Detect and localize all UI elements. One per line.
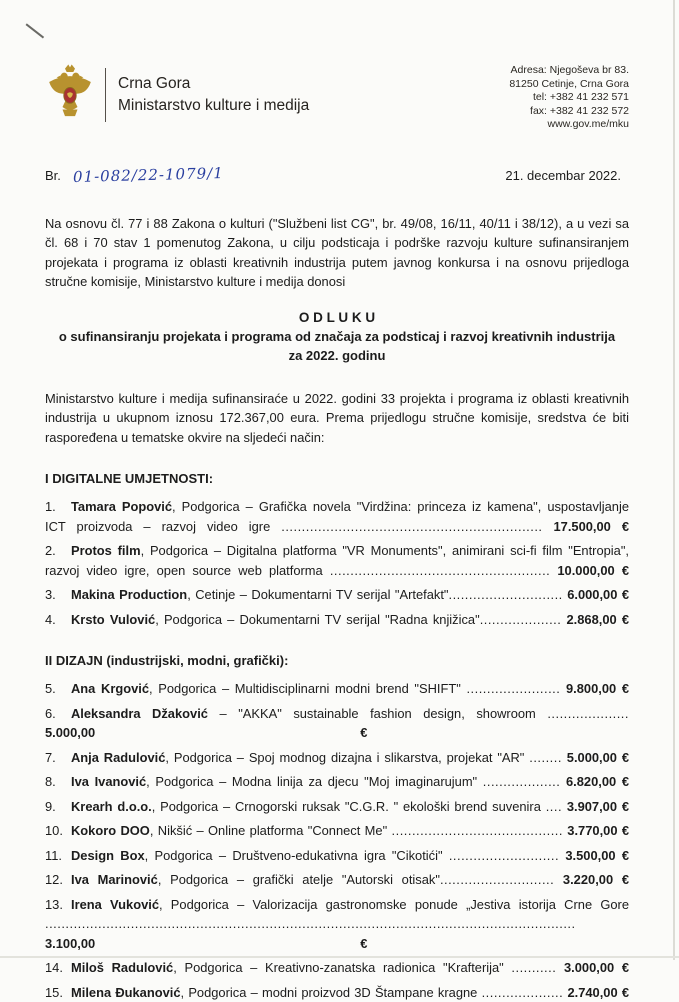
item-description: , Podgorica – grafički atelje "Autorski otisak" <box>158 872 440 887</box>
item-description: , Podgorica – Digitalna platforma "VR Monuments", animirani sci-fi film "Entropia", razvoj video igre, open source web platforma <box>45 543 629 578</box>
handwritten-number: 01-082/22-1079/1 <box>72 164 223 186</box>
number-label: Br. <box>45 168 61 183</box>
list-item <box>45 748 629 768</box>
leader-dots: ........ <box>529 750 562 765</box>
montenegro-coat-of-arms-icon <box>45 62 95 127</box>
org-names <box>118 73 309 117</box>
country-name: Crna Gora <box>118 73 309 95</box>
item-description: , Podgorica – Crnogorski ruksak "C.G.R. " ekološki brend suvenira <box>152 799 546 814</box>
leader-dots: .................... <box>482 985 564 1000</box>
item-description: , Podgorica – Spoj modnog dizajna i slikarstva, projekat "AR" <box>165 750 529 765</box>
scan-edge <box>0 956 679 958</box>
item-number: 12. <box>45 870 71 890</box>
item-amount: 2.868,00 € <box>561 612 629 627</box>
item-amount: 6.820,00 € <box>560 774 629 789</box>
scan-edge <box>673 0 675 960</box>
item-name: Makina Production <box>71 587 187 602</box>
item-number: 4. <box>45 610 71 630</box>
item-description: , Podgorica – Dokumentarni TV serijal "Radna knjižica" <box>155 612 479 627</box>
item-number: 15. <box>45 983 71 1002</box>
leader-dots: .......................................... <box>392 823 563 838</box>
address-line: 81250 Cetinje, Crna Gora <box>509 78 629 92</box>
list-item <box>45 585 629 605</box>
fax-line: fax: +382 41 232 572 <box>509 105 629 119</box>
list-item <box>45 895 629 954</box>
meta-row <box>45 166 629 184</box>
item-number: 5. <box>45 679 71 699</box>
scan-artifact <box>26 23 44 38</box>
decision-subtitle <box>45 327 629 365</box>
item-name: Krearh d.o.o. <box>71 799 152 814</box>
item-number: 9. <box>45 797 71 817</box>
website-text: www.gov.me/mku <box>509 118 629 132</box>
leader-dots: ............................ <box>440 872 554 887</box>
list-item <box>45 610 629 630</box>
item-amount: 3.500,00 € <box>559 848 629 863</box>
item-amount: 10.000,00 € <box>550 563 629 578</box>
item-amount: 3.220,00 € <box>554 872 629 887</box>
item-description: , Podgorica – modni proizvod 3D Štampane kragne <box>181 985 482 1000</box>
item-description: , Cetinje – Dokumentarni TV serijal "Artefakt" <box>187 587 448 602</box>
item-number: 14. <box>45 958 71 978</box>
item-name: Protos film <box>71 543 141 558</box>
item-number: 2. <box>45 541 71 561</box>
letterhead <box>45 62 629 132</box>
decision-title: O D L U K U <box>45 310 629 325</box>
item-name: Ana Krgović <box>71 681 149 696</box>
item-number: 11. <box>45 846 71 866</box>
address-block <box>509 62 629 132</box>
decision-subtitle-line: za 2022. godinu <box>289 348 386 363</box>
list-item <box>45 679 629 699</box>
list-item <box>45 983 629 1002</box>
item-amount: 3.770,00 € <box>563 823 629 838</box>
item-description: , Podgorica – Društveno-edukativna igra "Cikotići" <box>145 848 449 863</box>
item-name: Aleksandra Džaković <box>71 706 208 721</box>
leader-dots: .................................................................................................................................. <box>45 916 576 931</box>
leader-dots: .................... <box>547 706 629 721</box>
item-amount: 3.100,00 € <box>45 936 367 951</box>
item-amount: 5.000,00 € <box>562 750 629 765</box>
list-item <box>45 846 629 866</box>
leader-dots: .................... <box>480 612 562 627</box>
letterhead-left <box>45 62 309 127</box>
item-amount: 6.000,00 € <box>563 587 629 602</box>
item-name: Miloš Radulović <box>71 960 173 975</box>
list-item <box>45 704 629 743</box>
document-number <box>45 166 223 184</box>
item-description: , Podgorica – Kreativno-zanatska radionica "Krafterija" <box>173 960 511 975</box>
item-name: Iva Marinović <box>71 872 158 887</box>
item-amount: 5.000,00 € <box>45 725 367 740</box>
item-name: Design Box <box>71 848 145 863</box>
leader-dots: ................... <box>483 774 561 789</box>
item-amount: 17.500,00 € <box>542 519 629 534</box>
section-heading: II DIZAJN (industrijski, modni, grafički): <box>45 653 629 668</box>
list-item <box>45 772 629 792</box>
item-description: – "AKKA" sustainable fashion design, showroom <box>208 706 547 721</box>
phone-line: tel: +382 41 232 571 <box>509 91 629 105</box>
item-number: 1. <box>45 497 71 517</box>
section-heading: I DIGITALNE UMJETNOSTI: <box>45 471 629 486</box>
item-name: Kokoro DOO <box>71 823 150 838</box>
item-number: 3. <box>45 585 71 605</box>
list-item <box>45 797 629 817</box>
leader-dots: ....................... <box>466 681 560 696</box>
address-line: Adresa: Njegoševa br 83. <box>509 64 629 78</box>
item-number: 13. <box>45 895 71 915</box>
item-name: Krsto Vulović <box>71 612 155 627</box>
item-name: Irena Vuković <box>71 897 159 912</box>
item-name: Iva Ivanović <box>71 774 146 789</box>
leader-dots: ...................................................... <box>330 563 550 578</box>
item-number: 10. <box>45 821 71 841</box>
document-date: 21. decembar 2022. <box>505 168 621 183</box>
leader-dots: ........... <box>511 960 556 975</box>
item-number: 6. <box>45 704 71 724</box>
header-divider <box>105 68 106 122</box>
leader-dots: ........................... <box>449 848 559 863</box>
item-description: , Podgorica – Grafička novela "Virdžina: princeza iz kamena", uspostavljanje ICT proizvoda – razvoj video igre <box>45 499 629 534</box>
list-item <box>45 958 629 978</box>
item-description: , Podgorica – Multidisciplinarni modni brend "SHIFT" <box>149 681 466 696</box>
item-name: Tamara Popović <box>71 499 172 514</box>
item-amount: 2.740,00 € <box>563 985 629 1000</box>
list-item <box>45 497 629 536</box>
item-name: Anja Radulović <box>71 750 165 765</box>
item-number: 7. <box>45 748 71 768</box>
leader-dots: ................................................................ <box>281 519 542 534</box>
list-item <box>45 541 629 580</box>
document-body <box>45 214 629 1002</box>
list-item <box>45 870 629 890</box>
item-description: , Nikšić – Online platforma "Connect Me" <box>150 823 392 838</box>
list-item <box>45 821 629 841</box>
leader-dots: ............................ <box>448 587 562 602</box>
intro-paragraph: Na osnovu čl. 77 i 88 Zakona o kulturi ("Službeni list CG", br. 49/08, 16/11, 40/11 i 38/12), a u vezi sa čl. 68 i 70 stav 1 pomenutog Zakona, u cilju podsticaja i podrške razvoju kulture sufinansiranjem projekata i programa iz oblasti kreativnih industrija putem javnog konkursa i na osnovu prijedloga stručne komisije, Ministarstvo kulture i medija donosi <box>45 214 629 292</box>
leader-dots: .... <box>546 799 562 814</box>
sections-container <box>45 471 629 1002</box>
item-amount: 9.800,00 € <box>560 681 629 696</box>
summary-paragraph: Ministarstvo kulture i medija sufinansiraće u 2022. godini 33 projekta i programa iz oblasti kreativnih industrija u ukupnom iznosu 172.367,00 eura. Prema prijedlogu stručne komisije, sredstva će biti raspoređena u tematske okvire na sljedeći način: <box>45 389 629 448</box>
item-amount: 3.907,00 € <box>562 799 629 814</box>
ministry-name: Ministarstvo kulture i medija <box>118 95 309 117</box>
item-amount: 3.000,00 € <box>556 960 629 975</box>
item-description: , Podgorica – Valorizacija gastronomske ponude „Jestiva istorija Crne Gore <box>159 897 629 912</box>
item-number: 8. <box>45 772 71 792</box>
decision-subtitle-line: o sufinansiranju projekata i programa od značaja za podsticaj i razvoj kreativnih industrija <box>59 329 615 344</box>
item-name: Milena Đukanović <box>71 985 181 1000</box>
item-description: , Podgorica – Modna linija za djecu "Moj imaginarujum" <box>146 774 483 789</box>
